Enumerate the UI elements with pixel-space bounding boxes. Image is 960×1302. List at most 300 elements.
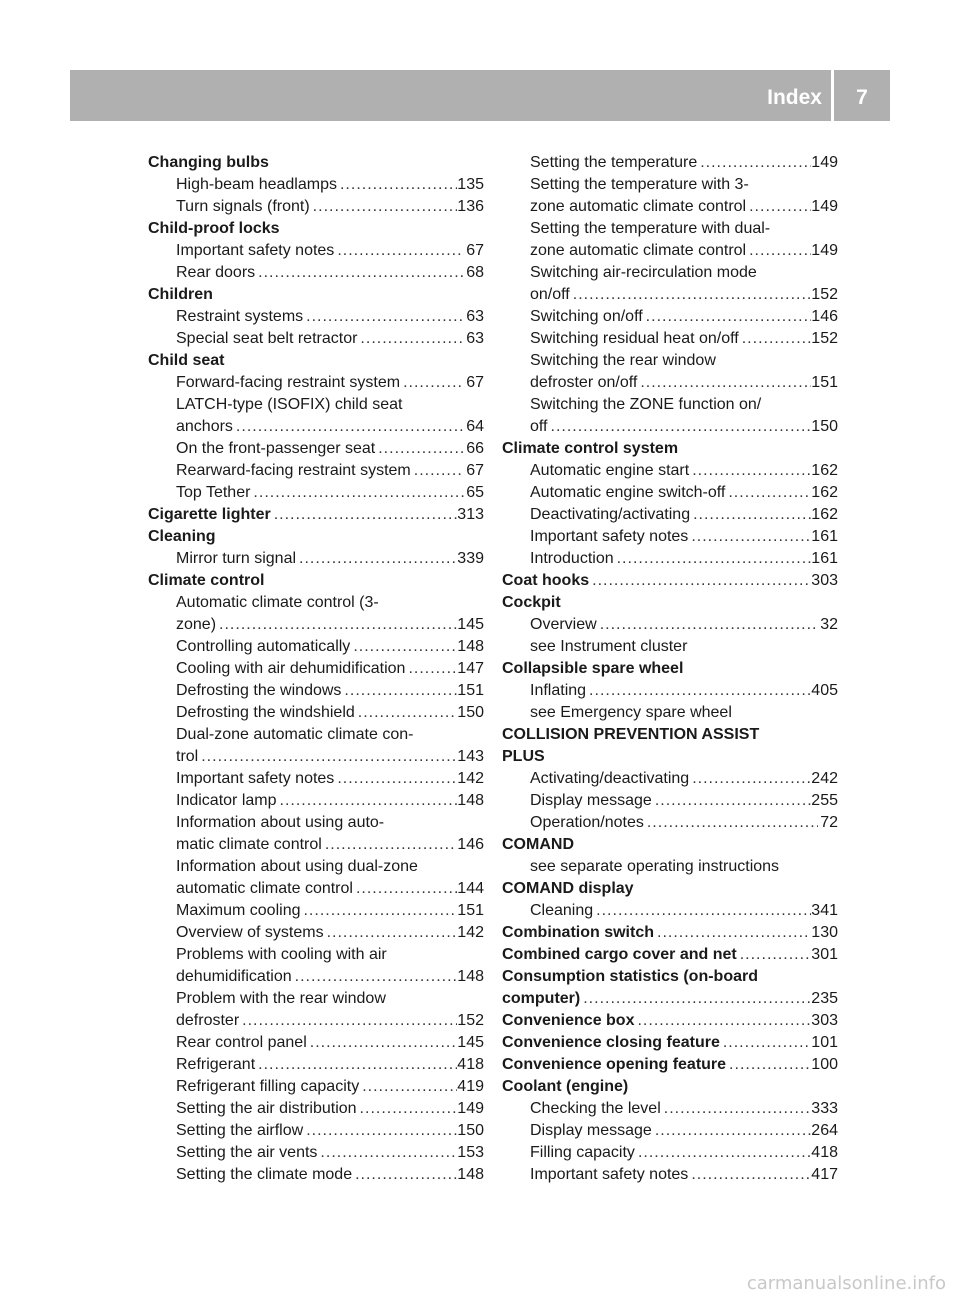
page-reference: 148 xyxy=(457,968,484,985)
entry-text: Cleaning xyxy=(148,528,216,545)
entry-text: Child-proof locks xyxy=(148,220,280,237)
leader-dots xyxy=(689,460,811,482)
index-subentry xyxy=(148,966,484,988)
leader-dots xyxy=(644,812,818,834)
index-subentry xyxy=(502,504,838,526)
page-reference: 147 xyxy=(457,660,484,677)
index-entry xyxy=(502,592,838,614)
page-reference: 101 xyxy=(811,1034,838,1051)
page-reference: 148 xyxy=(457,638,484,655)
leader-dots xyxy=(350,636,457,658)
page-reference: 152 xyxy=(457,1012,484,1029)
entry-text: LATCH-type (ISOFIX) child seat xyxy=(176,396,403,413)
index-subentry xyxy=(148,680,484,702)
index-entry xyxy=(502,1032,838,1054)
entry-text: Rearward-facing restraint system xyxy=(176,462,411,479)
index-subentry xyxy=(502,1142,838,1164)
entry-text: Climate control system xyxy=(502,440,679,457)
entry-text: COMAND display xyxy=(502,880,634,897)
entry-text: Setting the climate mode xyxy=(176,1166,353,1183)
index-subentry xyxy=(148,1120,484,1142)
index-subentry xyxy=(148,1032,484,1054)
page-reference: 152 xyxy=(811,330,838,347)
entry-text: Problems with cooling with air xyxy=(176,946,387,963)
index-subentry xyxy=(502,416,838,438)
entry-text: Coolant (engine) xyxy=(502,1078,629,1095)
entry-text: Cockpit xyxy=(502,594,561,611)
page-reference: 146 xyxy=(811,308,838,325)
entry-text: Refrigerant filling capacity xyxy=(176,1078,360,1095)
index-subentry xyxy=(148,240,484,262)
page-reference: 145 xyxy=(457,616,484,633)
leader-dots xyxy=(303,306,464,328)
index-subentry xyxy=(502,262,838,284)
index-subentry xyxy=(502,790,838,812)
page-reference: 161 xyxy=(811,528,838,545)
index-subentry xyxy=(502,1164,838,1186)
entry-text: Maximum cooling xyxy=(176,902,301,919)
entry-text: Problem with the rear window xyxy=(176,990,386,1007)
leader-dots xyxy=(688,526,811,548)
entry-text: Special seat belt retractor xyxy=(176,330,358,347)
index-subentry xyxy=(502,680,838,702)
index-subentry xyxy=(148,592,484,614)
index-entry xyxy=(148,570,484,592)
page-reference: 303 xyxy=(811,572,838,589)
leader-dots xyxy=(637,372,811,394)
leader-dots xyxy=(697,152,811,174)
leader-dots xyxy=(690,504,811,526)
index-subentry xyxy=(148,1076,484,1098)
index-subentry xyxy=(502,856,838,878)
leader-dots xyxy=(739,328,812,350)
entry-text: Display message xyxy=(530,792,652,809)
index-subentry xyxy=(148,196,484,218)
page-reference: 130 xyxy=(811,924,838,941)
page-reference: 149 xyxy=(457,1100,484,1117)
index-subentry xyxy=(148,1054,484,1076)
leader-dots xyxy=(307,1032,458,1054)
index-subentry xyxy=(502,526,838,548)
page-reference: 242 xyxy=(811,770,838,787)
page-header xyxy=(70,70,890,121)
entry-text: COMAND xyxy=(502,836,574,853)
entry-text: Setting the air vents xyxy=(176,1144,318,1161)
leader-dots xyxy=(239,1010,457,1032)
index-subentry xyxy=(502,152,838,174)
index-subentry xyxy=(502,328,838,350)
leader-dots xyxy=(334,768,457,790)
leader-dots xyxy=(661,1098,812,1120)
entry-text: Restraint systems xyxy=(176,308,304,325)
entry-text: Introduction xyxy=(530,550,614,567)
page-reference: 150 xyxy=(457,704,484,721)
entry-text: zone automatic climate control xyxy=(530,198,747,215)
page-reference: 150 xyxy=(811,418,838,435)
entry-text: Rear control panel xyxy=(176,1034,307,1051)
leader-dots xyxy=(359,1076,457,1098)
entry-text: Switching on/off xyxy=(530,308,643,325)
index-subentry xyxy=(502,482,838,504)
leader-dots xyxy=(654,922,811,944)
index-subentry xyxy=(148,614,484,636)
page-reference: 142 xyxy=(457,770,484,787)
page-reference: 65 xyxy=(466,484,484,501)
leader-dots xyxy=(357,1098,458,1120)
index-subentry xyxy=(502,394,838,416)
entry-text: Operation/notes xyxy=(530,814,644,831)
entry-text: on/off xyxy=(530,286,570,303)
entry-text: Turn signals (front) xyxy=(176,198,310,215)
leader-dots xyxy=(586,680,811,702)
index-entry xyxy=(148,284,484,306)
page-reference: 72 xyxy=(820,814,838,831)
leader-dots xyxy=(635,1142,811,1164)
index-subentry xyxy=(502,218,838,240)
page-reference: 152 xyxy=(811,286,838,303)
entry-text: Collapsible spare wheel xyxy=(502,660,684,677)
leader-dots xyxy=(317,1142,457,1164)
entry-text: Defrosting the windshield xyxy=(176,704,355,721)
page-reference: 66 xyxy=(466,440,484,457)
leader-dots xyxy=(303,1120,457,1142)
index-entry xyxy=(502,878,838,900)
index-subentry xyxy=(148,922,484,944)
entry-text: trol xyxy=(176,748,199,765)
leader-dots xyxy=(324,922,458,944)
page-reference: 64 xyxy=(466,418,484,435)
entry-text: Refrigerant xyxy=(176,1056,256,1073)
page-reference: 418 xyxy=(811,1144,838,1161)
index-entry xyxy=(502,438,838,460)
entry-text: Important safety notes xyxy=(176,242,335,259)
page-reference: 303 xyxy=(811,1012,838,1029)
index-entry xyxy=(502,922,838,944)
index-subentry xyxy=(148,856,484,878)
leader-dots xyxy=(277,790,458,812)
watermark: carmanualsonline.info xyxy=(746,1273,946,1294)
entry-text: automatic climate control xyxy=(176,880,353,897)
page-number: 7 xyxy=(856,86,868,109)
leader-dots xyxy=(216,614,457,636)
entry-text: Convenience box xyxy=(502,1012,635,1029)
entry-text: Activating/deactivating xyxy=(530,770,690,787)
index-entry xyxy=(502,570,838,592)
leader-dots xyxy=(746,196,811,218)
index-subentry xyxy=(148,636,484,658)
leader-dots xyxy=(593,900,811,922)
index-subentry xyxy=(148,416,484,438)
page-reference: 67 xyxy=(466,462,484,479)
leader-dots xyxy=(405,658,457,680)
page-reference: 146 xyxy=(457,836,484,853)
page-reference: 341 xyxy=(811,902,838,919)
entry-text: Deactivating/activating xyxy=(530,506,691,523)
entry-text: see Instrument cluster xyxy=(530,638,688,655)
page-reference: 135 xyxy=(457,176,484,193)
leader-dots xyxy=(634,1010,811,1032)
entry-text: Important safety notes xyxy=(530,1166,689,1183)
index-subentry xyxy=(502,460,838,482)
leader-dots xyxy=(737,944,812,966)
entry-text: Cigarette lighter xyxy=(148,506,271,523)
section-title: Index xyxy=(767,86,822,109)
index-entry xyxy=(148,218,484,240)
page-reference: 153 xyxy=(457,1144,484,1161)
leader-dots xyxy=(643,306,812,328)
index-subentry xyxy=(148,328,484,350)
leader-dots xyxy=(357,328,464,350)
entry-text: Coat hooks xyxy=(502,572,590,589)
leader-dots xyxy=(271,504,458,526)
entry-text: Switching residual heat on/off xyxy=(530,330,739,347)
leader-dots xyxy=(353,878,457,900)
index-subentry xyxy=(148,1164,484,1186)
entry-text: Consumption statistics (on-board xyxy=(502,968,758,985)
index-subentry xyxy=(502,548,838,570)
index-subentry xyxy=(502,1098,838,1120)
page-reference: 63 xyxy=(466,330,484,347)
leader-dots xyxy=(337,174,457,196)
entry-text: Information about using auto- xyxy=(176,814,385,831)
leader-dots xyxy=(689,768,811,790)
index-subentry xyxy=(502,350,838,372)
index-subentry xyxy=(148,900,484,922)
leader-dots xyxy=(688,1164,811,1186)
index-subentry xyxy=(148,394,484,416)
entry-text: Important safety notes xyxy=(176,770,335,787)
entry-text: Children xyxy=(148,286,213,303)
leader-dots xyxy=(352,1164,457,1186)
index-subentry xyxy=(148,746,484,768)
leader-dots xyxy=(725,482,811,504)
index-subentry xyxy=(148,724,484,746)
leader-dots xyxy=(652,1120,811,1142)
page-reference: 149 xyxy=(811,242,838,259)
entry-text: see Emergency spare wheel xyxy=(530,704,732,721)
index-subentry xyxy=(148,988,484,1010)
page-reference: 264 xyxy=(811,1122,838,1139)
page-reference: 419 xyxy=(457,1078,484,1095)
page-reference: 149 xyxy=(811,154,838,171)
index-subentry xyxy=(502,284,838,306)
index-subentry xyxy=(502,174,838,196)
index-column-left xyxy=(148,152,484,1186)
entry-text: Overview of systems xyxy=(176,924,324,941)
page-reference: 63 xyxy=(466,308,484,325)
index-subentry xyxy=(148,306,484,328)
leader-dots xyxy=(300,900,457,922)
index-subentry xyxy=(148,702,484,724)
index-entry xyxy=(502,834,838,856)
leader-dots xyxy=(720,1032,811,1054)
index-entry xyxy=(502,1076,838,1098)
leader-dots xyxy=(411,460,464,482)
entry-text: Setting the airflow xyxy=(176,1122,304,1139)
index-subentry xyxy=(502,372,838,394)
entry-text: Controlling automatically xyxy=(176,638,351,655)
index-subentry xyxy=(148,262,484,284)
index-subentry xyxy=(148,548,484,570)
leader-dots xyxy=(255,262,464,284)
index-subentry xyxy=(502,240,838,262)
entry-text: Setting the temperature with 3- xyxy=(530,176,749,193)
leader-dots xyxy=(570,284,812,306)
page-reference: 67 xyxy=(466,374,484,391)
entry-text: Display message xyxy=(530,1122,652,1139)
page-reference: 151 xyxy=(811,374,838,391)
entry-text: Switching the ZONE function on/ xyxy=(530,396,762,413)
entry-text: Information about using dual-zone xyxy=(176,858,418,875)
entry-text: Dual-zone automatic climate con- xyxy=(176,726,414,743)
entry-text: Automatic engine switch-off xyxy=(530,484,726,501)
entry-text: Convenience opening feature xyxy=(502,1056,727,1073)
entry-text: Cooling with air dehumidification xyxy=(176,660,406,677)
entry-text: Combined cargo cover and net xyxy=(502,946,737,963)
index-entry xyxy=(502,988,838,1010)
page-reference: 143 xyxy=(457,748,484,765)
leader-dots xyxy=(296,548,457,570)
index-subentry xyxy=(148,658,484,680)
entry-text: off xyxy=(530,418,548,435)
entry-text: Combination switch xyxy=(502,924,654,941)
entry-text: COLLISION PREVENTION ASSIST xyxy=(502,726,760,743)
index-subentry xyxy=(502,614,838,636)
page-reference: 151 xyxy=(457,902,484,919)
index-entry xyxy=(502,1054,838,1076)
page-reference: 144 xyxy=(457,880,484,897)
index-entry xyxy=(148,526,484,548)
entry-text: Checking the level xyxy=(530,1100,661,1117)
entry-text: matic climate control xyxy=(176,836,322,853)
index-subentry xyxy=(148,372,484,394)
index-subentry xyxy=(502,196,838,218)
index-subentry xyxy=(148,174,484,196)
index-subentry xyxy=(148,768,484,790)
page-reference: 162 xyxy=(811,506,838,523)
entry-text: defroster xyxy=(176,1012,240,1029)
entry-text: Child seat xyxy=(148,352,225,369)
index-subentry xyxy=(502,702,838,724)
page-reference: 32 xyxy=(820,616,838,633)
entry-text: Switching air-recirculation mode xyxy=(530,264,757,281)
page-reference: 149 xyxy=(811,198,838,215)
page-reference: 136 xyxy=(457,198,484,215)
index-subentry xyxy=(502,768,838,790)
page-reference: 235 xyxy=(811,990,838,1007)
index-subentry xyxy=(502,900,838,922)
entry-text: Changing bulbs xyxy=(148,154,269,171)
index-subentry xyxy=(502,306,838,328)
page-reference: 162 xyxy=(811,462,838,479)
index-subentry xyxy=(148,438,484,460)
page-reference: 405 xyxy=(811,682,838,699)
index-subentry xyxy=(148,834,484,856)
index-subentry xyxy=(148,790,484,812)
leader-dots xyxy=(597,614,818,636)
index-subentry xyxy=(502,636,838,658)
leader-dots xyxy=(322,834,457,856)
leader-dots xyxy=(746,240,811,262)
leader-dots xyxy=(341,680,457,702)
page-reference: 67 xyxy=(466,242,484,259)
entry-text: Setting the temperature xyxy=(530,154,698,171)
entry-text: Switching the rear window xyxy=(530,352,716,369)
page-reference: 145 xyxy=(457,1034,484,1051)
index-entry xyxy=(502,944,838,966)
leader-dots xyxy=(250,482,464,504)
index-subentry xyxy=(148,812,484,834)
leader-dots xyxy=(292,966,458,988)
entry-text: defroster on/off xyxy=(530,374,638,391)
index-entry xyxy=(148,504,484,526)
page-reference: 68 xyxy=(466,264,484,281)
index-entry xyxy=(148,152,484,174)
entry-text: Defrosting the windows xyxy=(176,682,342,699)
entry-text: Forward-facing restraint system xyxy=(176,374,401,391)
entry-text: see separate operating instructions xyxy=(530,858,780,875)
entry-text: Important safety notes xyxy=(530,528,689,545)
entry-text: Convenience closing feature xyxy=(502,1034,720,1051)
index-subentry xyxy=(148,1098,484,1120)
entry-text: High-beam headlamps xyxy=(176,176,337,193)
leader-dots xyxy=(310,196,458,218)
leader-dots xyxy=(400,372,464,394)
leader-dots xyxy=(548,416,812,438)
page-reference: 148 xyxy=(457,1166,484,1183)
index-entry xyxy=(148,350,484,372)
leader-dots xyxy=(589,570,811,592)
page-reference: 255 xyxy=(811,792,838,809)
index-column-right xyxy=(502,152,838,1186)
index-entry xyxy=(502,724,838,746)
leader-dots xyxy=(334,240,464,262)
index-entry xyxy=(502,746,838,768)
page-reference: 142 xyxy=(457,924,484,941)
leader-dots xyxy=(198,746,457,768)
page-reference: 150 xyxy=(457,1122,484,1139)
entry-text: computer) xyxy=(502,990,581,1007)
page-reference: 161 xyxy=(811,550,838,567)
entry-text: Mirror turn signal xyxy=(176,550,297,567)
page-reference: 148 xyxy=(457,792,484,809)
index-subentry xyxy=(148,878,484,900)
index-subentry xyxy=(148,1010,484,1032)
index-subentry xyxy=(502,812,838,834)
entry-text: Cleaning xyxy=(530,902,594,919)
entry-text: Overview xyxy=(530,616,597,633)
leader-dots xyxy=(580,988,811,1010)
leader-dots xyxy=(652,790,811,812)
entry-text: Setting the air distribution xyxy=(176,1100,357,1117)
entry-text: Automatic engine start xyxy=(530,462,690,479)
page-reference: 333 xyxy=(811,1100,838,1117)
leader-dots xyxy=(255,1054,457,1076)
entry-text: PLUS xyxy=(502,748,545,765)
leader-dots xyxy=(614,548,812,570)
leader-dots xyxy=(355,702,458,724)
page-reference: 313 xyxy=(457,506,484,523)
page-reference: 100 xyxy=(811,1056,838,1073)
entry-text: Inflating xyxy=(530,682,587,699)
index-subentry xyxy=(148,482,484,504)
leader-dots xyxy=(726,1054,811,1076)
entry-text: Top Tether xyxy=(176,484,251,501)
entry-text: On the front-passenger seat xyxy=(176,440,376,457)
entry-text: Filling capacity xyxy=(530,1144,635,1161)
index-subentry xyxy=(148,460,484,482)
entry-text: Indicator lamp xyxy=(176,792,277,809)
